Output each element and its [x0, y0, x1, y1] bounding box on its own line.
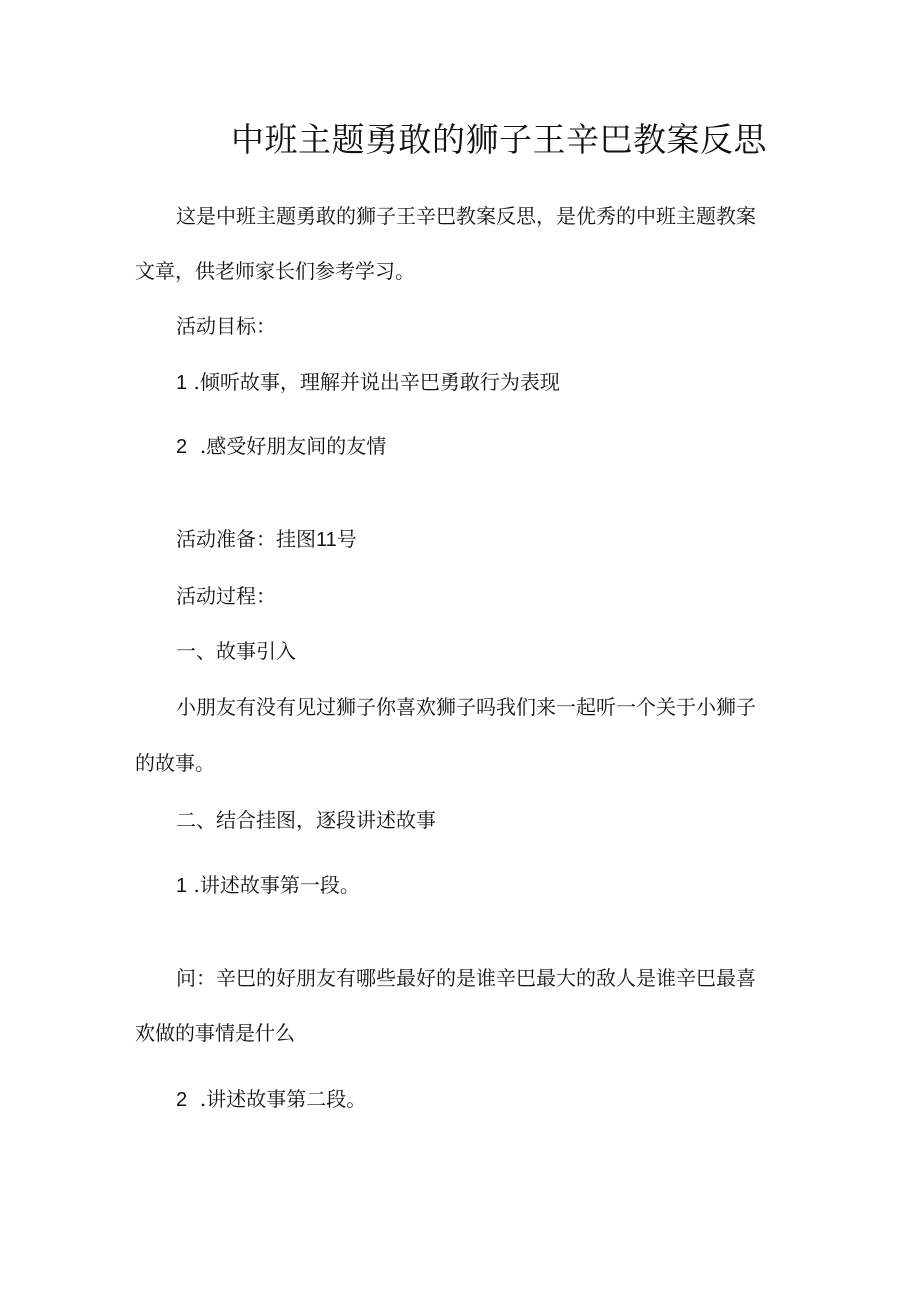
objective-item-2-text: .感受好朋友间的友情: [199, 434, 387, 458]
sub-item-2-text: .讲述故事第二段。: [199, 1087, 367, 1111]
step-1-line-2: 的故事。: [135, 751, 215, 775]
sub-item-2: [176, 1084, 366, 1115]
question-line-2: 欢做的事情是什么: [135, 1021, 295, 1045]
intro-line-1: 这是中班主题勇敢的狮子王辛巴教案反思，是优秀的中班主题教案: [176, 204, 756, 228]
sub-item-1: [176, 870, 360, 901]
document-title: 中班主题勇敢的狮子王辛巴教案反思: [231, 120, 767, 159]
objective-item-2-number: 2: [176, 436, 188, 458]
step-1-heading: 一、故事引入: [176, 639, 296, 663]
sub-item-2-number: 2: [176, 1089, 188, 1111]
preparation-label: 活动准备：挂图: [176, 527, 316, 551]
preparation-suffix: 号: [336, 527, 357, 551]
step-1-line-1: 小朋友有没有见过狮子你喜欢狮子吗我们来一起听一个关于小狮子: [176, 695, 756, 719]
objectives-heading: 活动目标：: [176, 314, 276, 338]
objective-item-1: [176, 367, 560, 398]
preparation-number: 11: [316, 529, 337, 551]
preparation-line: [176, 524, 357, 555]
step-2-heading: 二、结合挂图，逐段讲述故事: [176, 808, 436, 832]
sub-item-1-number: 1: [176, 875, 188, 897]
question-line-1: 问：辛巴的好朋友有哪些最好的是谁辛巴最大的敌人是谁辛巴最喜: [176, 966, 756, 990]
objective-item-1-text: .倾听故事，理解并说出辛巴勇敢行为表现: [193, 370, 560, 394]
objective-item-2: [176, 431, 386, 462]
process-heading: 活动过程：: [176, 584, 276, 608]
sub-item-1-text: .讲述故事第一段。: [193, 873, 360, 897]
intro-line-2: 文章，供老师家长们参考学习。: [135, 259, 415, 283]
objective-item-1-number: 1: [176, 372, 188, 394]
